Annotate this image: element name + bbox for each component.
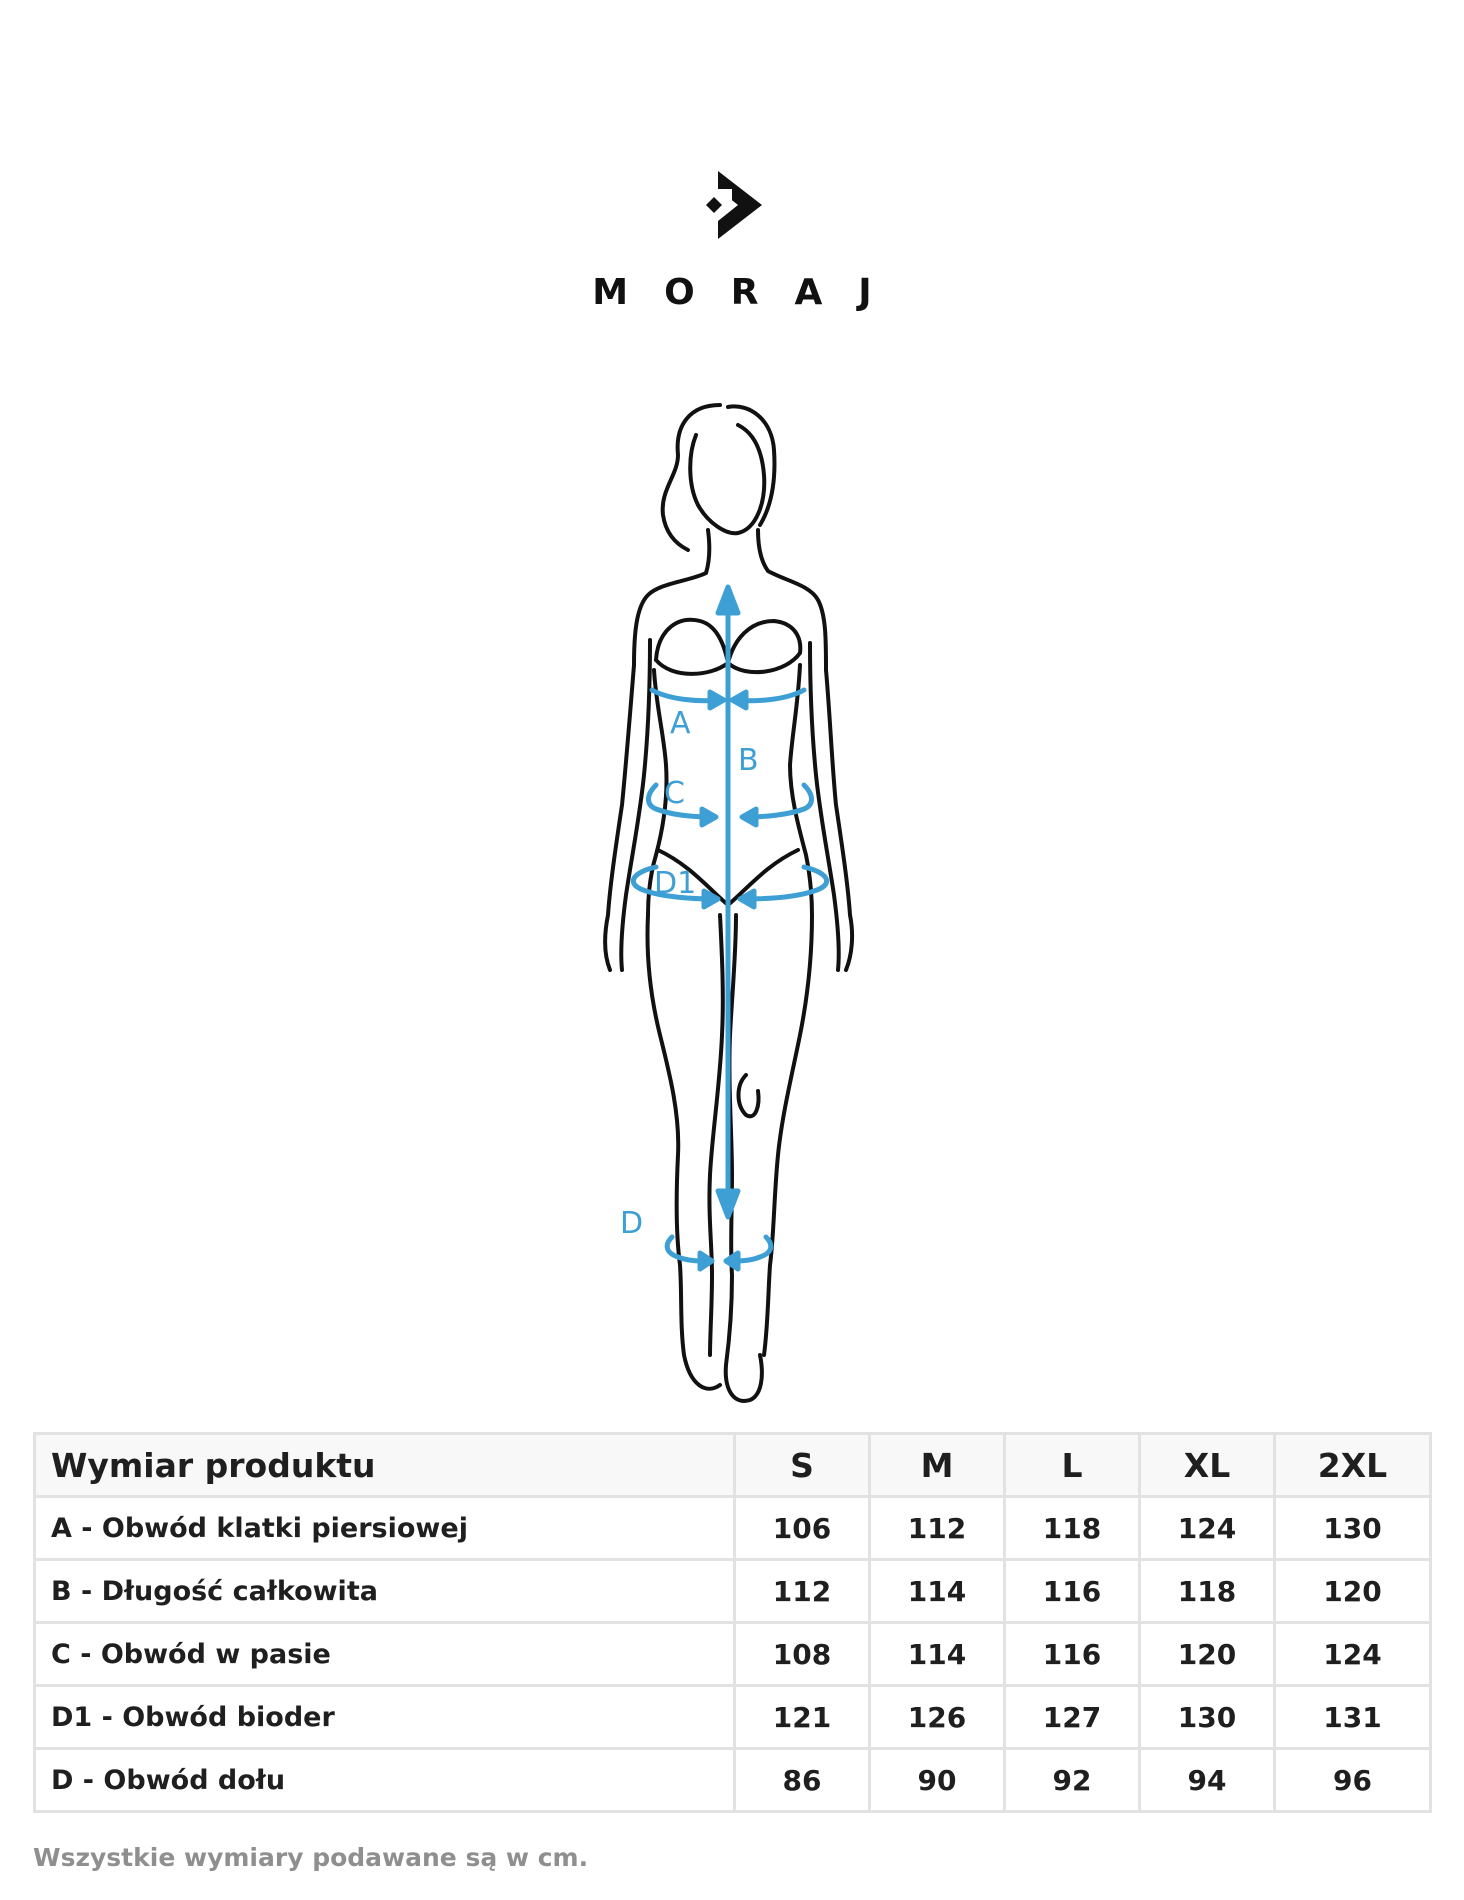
table-cell: 114 bbox=[870, 1623, 1005, 1686]
table-cell: 86 bbox=[735, 1749, 870, 1812]
table-row bbox=[35, 1497, 1431, 1560]
table-cell: 120 bbox=[1275, 1560, 1431, 1623]
table-row bbox=[35, 1560, 1431, 1623]
table-cell: 118 bbox=[1140, 1560, 1275, 1623]
table-row bbox=[35, 1749, 1431, 1812]
row-label: A - Obwód klatki piersiowej bbox=[35, 1497, 735, 1560]
table-cell: 124 bbox=[1140, 1497, 1275, 1560]
footnote: Wszystkie wymiary podawane są w cm. bbox=[33, 1843, 589, 1872]
table-cell: 106 bbox=[735, 1497, 870, 1560]
table-cell: 124 bbox=[1275, 1623, 1431, 1686]
header-size-s: S bbox=[735, 1434, 870, 1497]
table-cell: 112 bbox=[735, 1560, 870, 1623]
row-label: D1 - Obwód bioder bbox=[35, 1686, 735, 1749]
table-cell: 114 bbox=[870, 1560, 1005, 1623]
table-row bbox=[35, 1623, 1431, 1686]
woman-measurement-figure bbox=[560, 395, 900, 1415]
table-cell: 130 bbox=[1275, 1497, 1431, 1560]
header-size-l: L bbox=[1005, 1434, 1140, 1497]
table-cell: 94 bbox=[1140, 1749, 1275, 1812]
header-label: Wymiar produktu bbox=[35, 1434, 735, 1497]
table-cell: 126 bbox=[870, 1686, 1005, 1749]
table-cell: 116 bbox=[1005, 1560, 1140, 1623]
brand-name: MORAJ bbox=[592, 272, 908, 313]
header-size-m: M bbox=[870, 1434, 1005, 1497]
table-cell: 108 bbox=[735, 1623, 870, 1686]
header-size-xl: XL bbox=[1140, 1434, 1275, 1497]
table-row bbox=[35, 1686, 1431, 1749]
marker-b: B bbox=[738, 743, 759, 778]
table-cell: 131 bbox=[1275, 1686, 1431, 1749]
row-label: D - Obwód dołu bbox=[35, 1749, 735, 1812]
row-label: C - Obwód w pasie bbox=[35, 1623, 735, 1686]
table-cell: 112 bbox=[870, 1497, 1005, 1560]
table-cell: 120 bbox=[1140, 1623, 1275, 1686]
table-cell: 127 bbox=[1005, 1686, 1140, 1749]
table-cell: 90 bbox=[870, 1749, 1005, 1812]
moraj-arrow-logo-icon bbox=[692, 165, 772, 245]
table-cell: 96 bbox=[1275, 1749, 1431, 1812]
table-header-row bbox=[35, 1434, 1431, 1497]
marker-d1: D1 bbox=[654, 866, 697, 901]
header-size-2xl: 2XL bbox=[1275, 1434, 1431, 1497]
table-cell: 121 bbox=[735, 1686, 870, 1749]
brand-logo bbox=[0, 165, 1464, 245]
marker-d: D bbox=[620, 1206, 644, 1241]
table-cell: 116 bbox=[1005, 1623, 1140, 1686]
table-cell: 118 bbox=[1005, 1497, 1140, 1560]
table-cell: 92 bbox=[1005, 1749, 1140, 1812]
marker-a: A bbox=[670, 706, 691, 741]
row-label: B - Długość całkowita bbox=[35, 1560, 735, 1623]
marker-c: C bbox=[664, 776, 685, 811]
size-table bbox=[33, 1432, 1432, 1813]
table-cell: 130 bbox=[1140, 1686, 1275, 1749]
